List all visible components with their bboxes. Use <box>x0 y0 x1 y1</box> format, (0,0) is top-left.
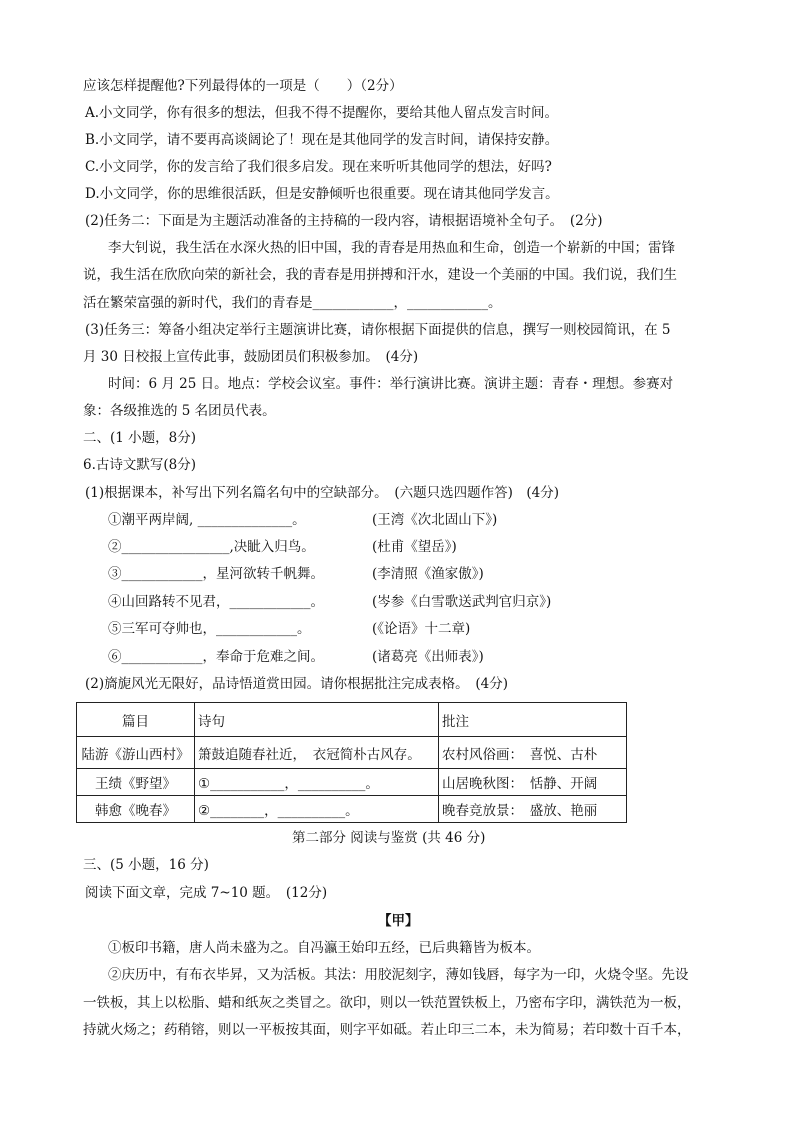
table-cell: 箫鼓追随春社近， 衣冠简朴古风存。 <box>195 737 439 769</box>
paragraph-line: 时间：6 月 25 日。地点：学校会议室。事件：举行演讲比赛。演讲主题：青春・理想。参赛对 <box>108 376 674 392</box>
table-cell: ①___________，__________。 <box>195 769 439 796</box>
question-stem: 应该怎样提醒他?下列最得体的一项是（ ）（2分） <box>83 78 403 94</box>
table-header-cell: 篇目 <box>77 703 195 737</box>
passage-line: ②庆历中，有布衣毕昇，又为活板。其法：用胶泥刻字，薄如钱唇，每字为一印，火烧令坚。先设 <box>108 967 689 983</box>
paragraph-line: 月 30 日校报上宣传此事，鼓励团员们积极参加。 (4分) <box>83 349 419 365</box>
table-cell: 山居晚秋图： 恬静、开阔 <box>439 769 627 796</box>
table-row <box>77 737 627 769</box>
passage-line: 持就火炀之；药稍镕，则以一平板按其面，则字平如砥。若止印三二本，未为简易；若印数十百千本， <box>83 1022 691 1038</box>
option-b: B.小文同学，请不要再高谈阔论了！现在是其他同学的发言时间，请保持安静。 <box>85 132 559 148</box>
table-cell: 陆游《游山西村》 <box>77 737 195 769</box>
table-header-row <box>77 703 627 737</box>
sub-question: (1)根据课本，补写出下列名篇名句中的空缺部分。 (六题只选四题作答) (4分) <box>85 485 560 501</box>
paragraph-line: 活在繁荣富强的新时代，我们的青春是____________，____________。 <box>83 295 502 311</box>
passage-line: ①板印书籍，唐人尚未盛为之。自冯瀛王始印五经，已后典籍皆为板本。 <box>108 940 540 956</box>
task-three: (3)任务三：筹备小组决定举行主题演讲比赛，请你根据下面提供的信息，撰写一则校园简讯，在 5 <box>85 322 671 338</box>
recitation-source: (诸葛亮《出师表》) <box>372 649 484 665</box>
paragraph-line: 李大钊说，我生活在水深火热的旧中国，我的青春是用热血和生命，创造一个崭新的中国；雷锋 <box>108 240 675 256</box>
recitation-source: (岑参《白雪歌送武判官归京》) <box>372 594 552 610</box>
recitation-source: (王湾《次北固山下》) <box>372 512 498 528</box>
recitation-line: ②________________,决眦入归鸟。 <box>108 539 315 555</box>
table-cell: 王绩《野望》 <box>77 769 195 796</box>
table-row <box>77 796 627 823</box>
option-a: A.小文同学，你有很多的想法，但我不得不提醒你，要给其他人留点发言时间。 <box>85 105 559 121</box>
recitation-source: (《论语》十二章) <box>372 621 471 637</box>
table-header-cell: 批注 <box>439 703 627 737</box>
section-heading: 三、(5 小题，16 分) <box>83 857 209 873</box>
paragraph-line: 象：各级推选的 5 名团员代表。 <box>83 403 276 419</box>
recitation-source: (杜甫《望岳》) <box>372 539 457 555</box>
reading-instruction: 阅读下面文章，完成 7~10 题。 (12分) <box>85 885 328 901</box>
question-title: 6.古诗文默写(8分) <box>83 457 197 473</box>
section-heading: 二、(1 小题，8分) <box>83 430 197 446</box>
recitation-line: ③____________，星河欲转千帆舞。 <box>108 566 324 582</box>
poem-table <box>76 702 627 823</box>
recitation-source: (李清照《渔家傲》) <box>372 566 484 582</box>
paragraph-line: 说，我生活在欣欣向荣的新社会，我的青春是用拼搏和汗水，建设一个美丽的中国。我们说，我们生 <box>83 267 677 283</box>
table-cell: ②________，__________。 <box>195 796 439 823</box>
table-cell: 农村风俗画： 喜悦、古朴 <box>439 737 627 769</box>
sub-question: (2)旖旎风光无限好，品诗悟道赏田园。请你根据批注完成表格。 (4分) <box>85 676 508 692</box>
passage-label: 【甲】 <box>378 913 419 929</box>
option-c: C.小文同学，你的发言给了我们很多启发。现在来听听其他同学的想法，好吗? <box>85 159 552 175</box>
table-cell: 韩愈《晚春》 <box>77 796 195 823</box>
recitation-line: ①潮平两岸阔, ______________。 <box>108 512 306 528</box>
part-heading: 第二部分 阅读与鉴赏 (共 46 分) <box>292 830 486 846</box>
recitation-line: ⑤三军可夺帅也，____________。 <box>108 621 311 637</box>
table-header-cell: 诗句 <box>195 703 439 737</box>
task-two: (2)任务二：下面是为主题活动准备的主持稿的一段内容，请根据语境补全句子。 (2分) <box>85 213 603 229</box>
passage-line: 一铁板，其上以松脂、蜡和纸灰之类冒之。欲印，则以一铁范置铁板上，乃密布字印，满铁范为一板， <box>83 995 691 1011</box>
option-d: D.小文同学，你的思维很活跃，但是安静倾听也很重要。现在请其他同学发言。 <box>85 186 559 202</box>
recitation-line: ④山回路转不见君，____________。 <box>108 594 324 610</box>
recitation-line: ⑥____________，奉命于危难之间。 <box>108 649 324 665</box>
table-row <box>77 769 627 796</box>
table-cell: 晚春竞放景： 盛放、艳丽 <box>439 796 627 823</box>
